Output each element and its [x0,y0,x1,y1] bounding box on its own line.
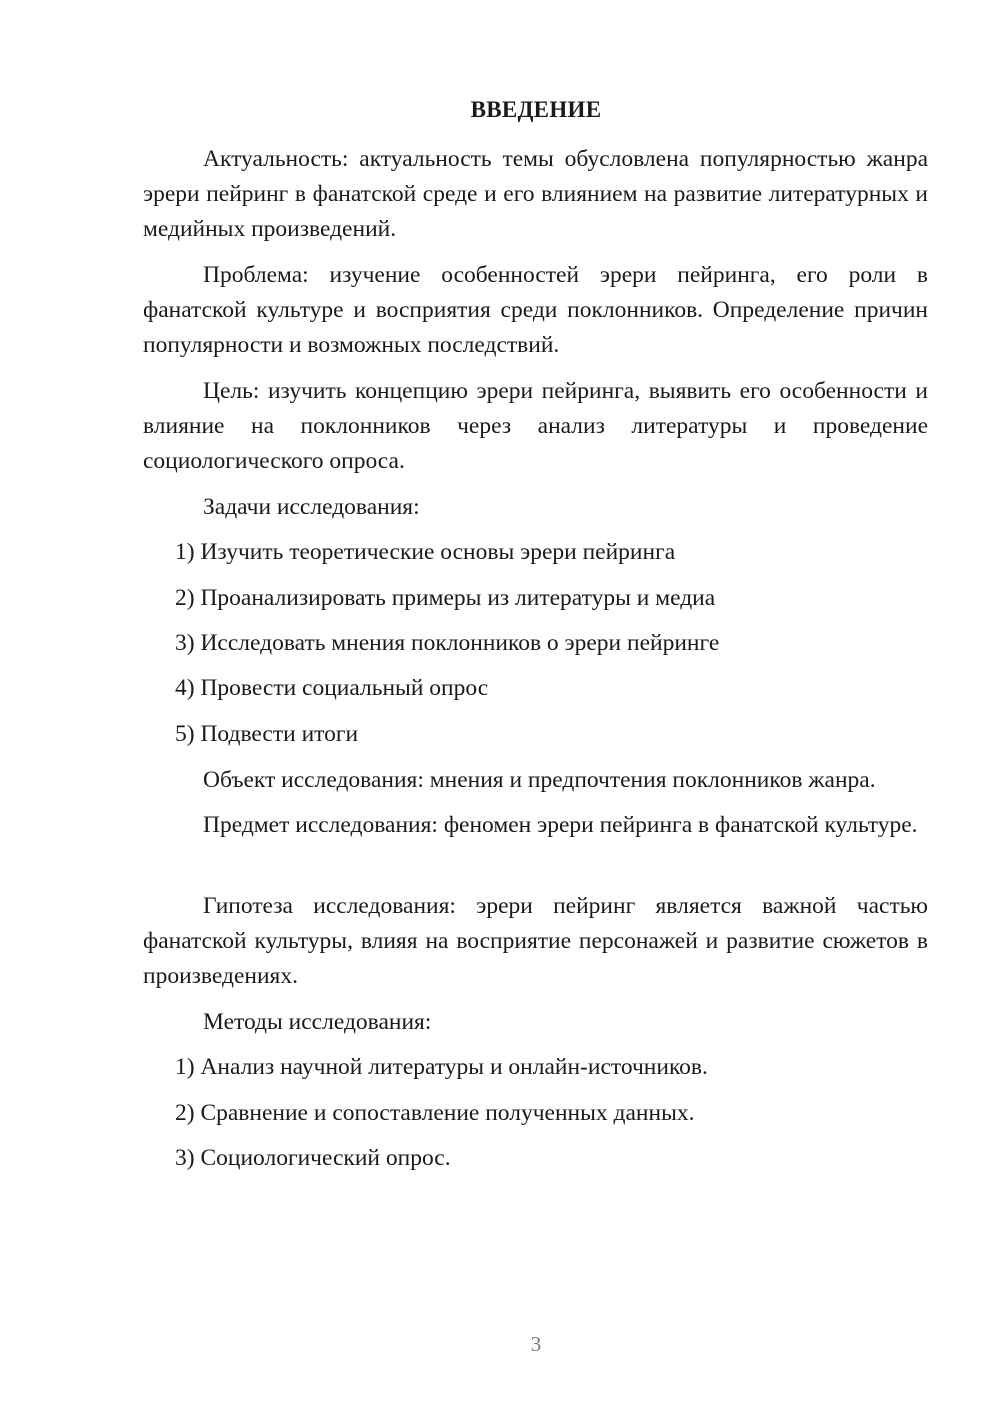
task-item-4: 4) Провести социальный опрос [175,675,489,701]
task-item-5: 5) Подвести итоги [175,721,359,747]
method-item-1: 1) Анализ научной литературы и онлайн-источников. [175,1054,708,1080]
paragraph-relevance: Актуальность: актуальность темы обусловлена популярностью жанра эрери пейринг в фанатской среде и его влиянием на развитие литературных и медийных произведений. [143,146,928,242]
page-number: 3 [530,1332,542,1356]
task-item-1: 1) Изучить теоретические основы эрери пейринга [175,539,676,565]
tasks-heading: Задачи исследования: [203,494,420,520]
task-item-2: 2) Проанализировать примеры из литературы и медиа [175,585,716,611]
section-title: ВВЕДЕНИЕ [470,97,602,122]
paragraph-object: Объект исследования: мнения и предпочтения поклонников жанра. [203,767,876,793]
methods-heading: Методы исследования: [203,1009,432,1035]
method-item-2: 2) Сравнение и сопоставление полученных данных. [175,1100,695,1126]
task-item-3: 3) Исследовать мнения поклонников о эрери пейринге [175,630,720,656]
method-item-3: 3) Социологический опрос. [175,1145,451,1171]
paragraph-hypothesis: Гипотеза исследования: эрери пейринг является важной частью фанатской культуры, влияя на восприятие персонажей и развитие сюжетов в произведениях. [143,893,928,989]
paragraph-goal: Цель: изучить концепцию эрери пейринга, выявить его особенности и влияние на поклонников через анализ литературы и проведение социологического опроса. [143,378,928,474]
paragraph-subject: Предмет исследования: феномен эрери пейринга в фанатской культуре. [203,812,918,838]
paragraph-problem: Проблема: изучение особенностей эрери пейринга, его роли в фанатской культуре и восприятия среди поклонников. Определение причин популярности и возможных последствий. [143,262,928,358]
